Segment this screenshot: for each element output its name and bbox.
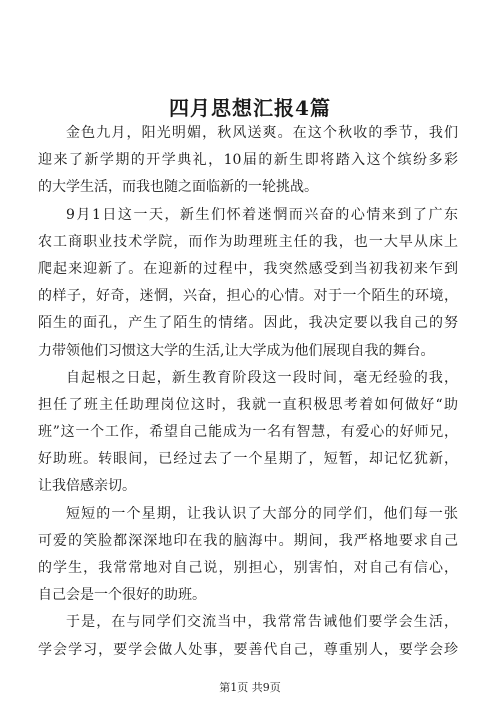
text-line: 爬起来迎新了。在迎新的过程中，我突然感受到当初我初来乍到	[38, 260, 458, 277]
paragraph	[38, 120, 458, 202]
text-line: 自起根之日起，新生教育阶段这一段时间，毫无经验的我，	[66, 369, 458, 386]
text-line: 可爱的笑脸都深深地印在我的脑海中。期间，我严格地要求自己	[38, 532, 458, 549]
paragraph	[38, 609, 458, 663]
text-line: 班”这一个工作，希望自己能成为一名有智慧，有爱心的好师兄，	[38, 424, 458, 441]
text-line: 力带领他们习惯这大学的生活,让大学成为他们展现自我的舞台。	[38, 342, 435, 359]
text-line: 短短的一个星期，让我认识了大部分的同学们，他们每一张	[66, 505, 458, 522]
text-line: 的样子，好奇，迷惘，兴奋，担心的心情。对于一个陌生的环境，	[38, 288, 458, 305]
text-line: 让我倍感亲切。	[38, 478, 136, 495]
paragraph	[38, 202, 458, 365]
document-body	[38, 120, 458, 664]
text-line: 陌生的面孔，产生了陌生的情绪。因此，我决定要以我自己的努	[38, 315, 458, 332]
text-line: 金色九月，阳光明媚，秋风送爽。在这个秋收的季节，我们	[66, 125, 458, 141]
text-line: 于是，在与同学们交流当中，我常常告诫他们要学会生活，	[66, 614, 458, 631]
text-line: 担任了班主任助理岗位这时，我就一直积极思考着如何做好“助	[38, 396, 458, 413]
page-number-footer: 第1页 共9页	[219, 681, 281, 694]
document-title: 四月思想汇报4篇	[169, 96, 331, 120]
text-line: 的学生，我常常地对自己说，别担心，别害怕，对自己有信心，	[38, 560, 458, 576]
text-line: 自己会是一个很好的助班。	[38, 587, 206, 604]
text-line: 的大学生活，而我也随之面临新的一轮挑战。	[38, 179, 318, 196]
paragraph	[38, 501, 458, 610]
text-line: 农工商职业技术学院，而作为助理班主任的我，也一大早从床上	[38, 233, 458, 250]
text-line: 9月1日这一天，新生们怀着迷惘而兴奋的心情来到了广东	[66, 206, 458, 223]
text-line: 好助班。转眼间，已经过去了一个星期了，短暂，却记忆犹新，	[38, 451, 458, 468]
text-line: 学会学习，要学会做人处事，要善代自己，尊重别人，要学会珍	[38, 641, 458, 658]
paragraph	[38, 365, 458, 501]
text-line: 迎来了新学期的开学典礼，10届的新生即将踏入这个缤纷多彩	[38, 152, 458, 169]
